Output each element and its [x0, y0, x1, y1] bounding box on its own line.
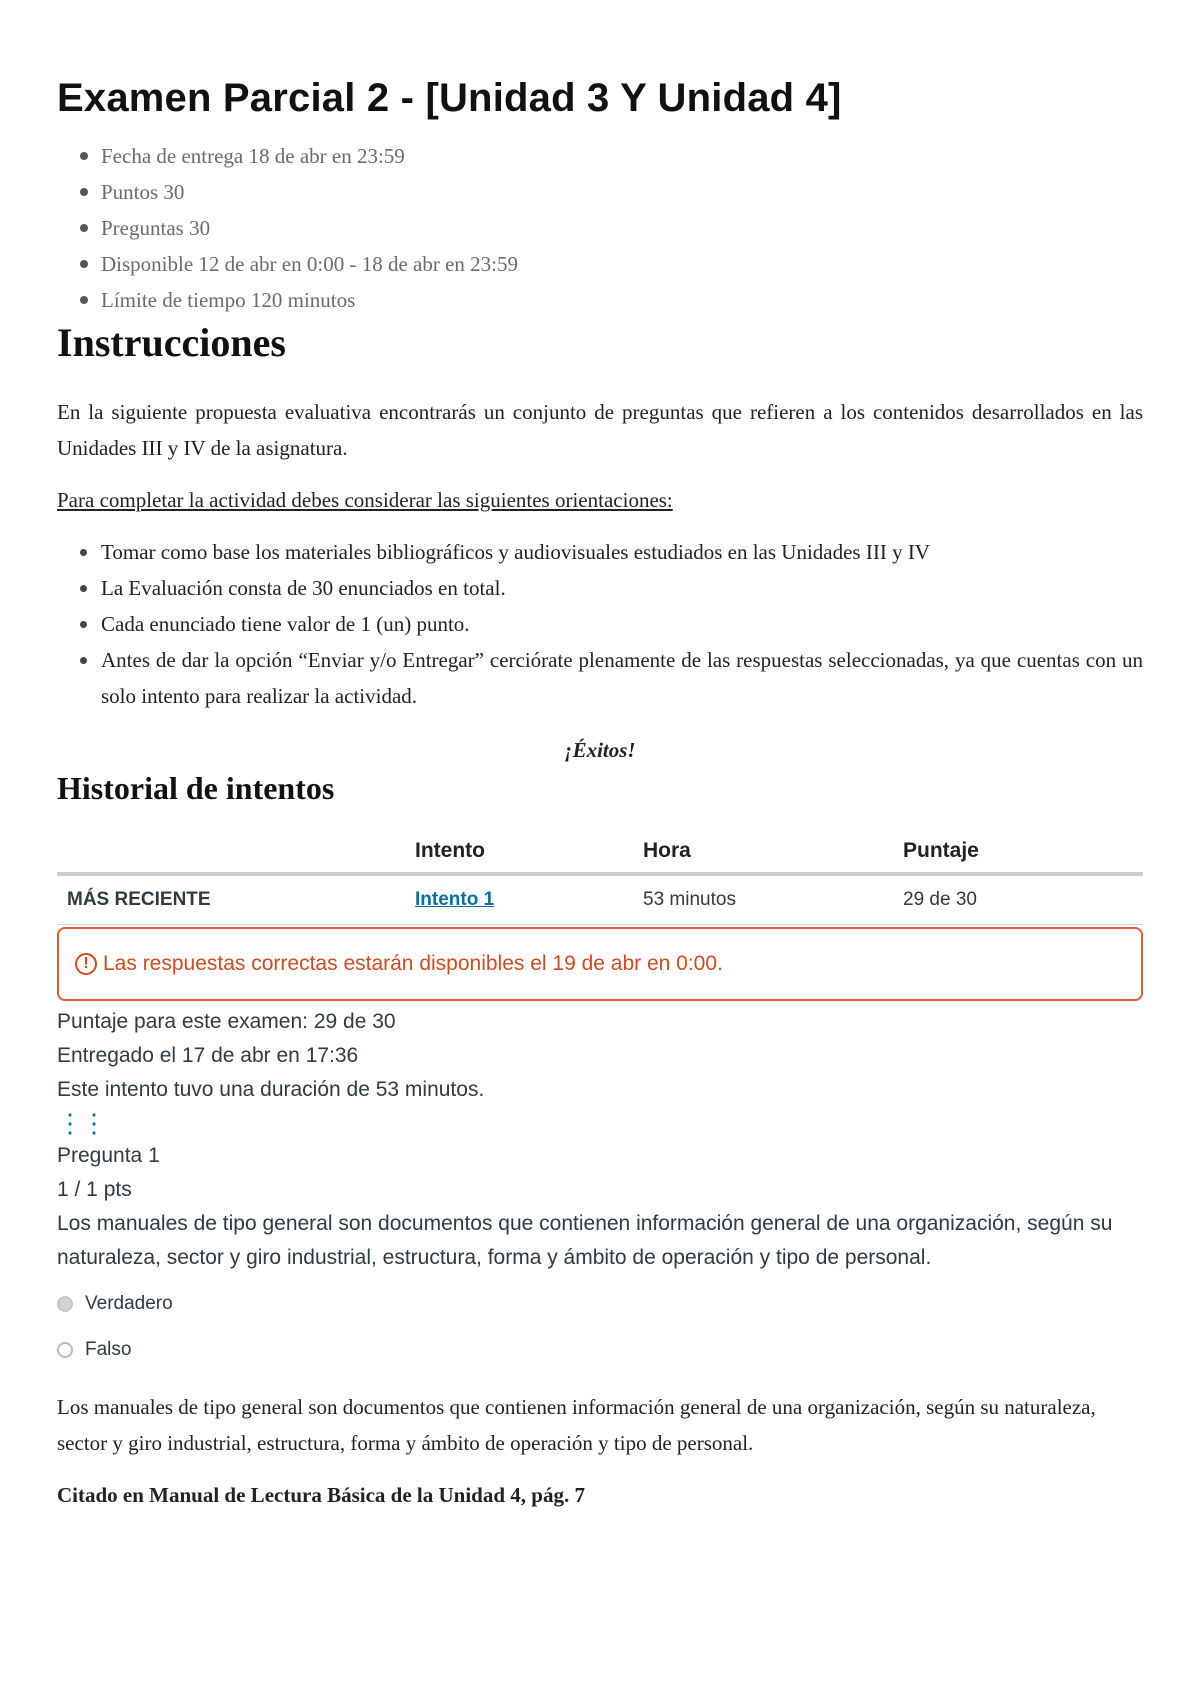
- table-header-row: [57, 830, 1143, 874]
- list-item: Tomar como base los materiales bibliográficos y audiovisuales estudiados en las Unidades III y IV: [101, 534, 1143, 570]
- list-item: La Evaluación consta de 30 enunciados en total.: [101, 570, 1143, 606]
- history-heading: Historial de intentos: [57, 770, 335, 806]
- question-label: Pregunta 1: [57, 1144, 160, 1167]
- col-header-empty: [57, 830, 415, 874]
- closing-message: ¡Éxitos!: [564, 738, 636, 762]
- instructions-intro: En la siguiente propuesta evaluativa encontrarás un conjunto de preguntas que refieren a los contenidos desarrollados en las Unidades III y IV de la asignatura.: [57, 400, 1143, 460]
- orientations-heading: Para completar la actividad debes considerar las siguientes orientaciones:: [57, 488, 673, 512]
- attempts-table: [57, 830, 1143, 925]
- radio-unselected-icon[interactable]: [57, 1342, 73, 1358]
- drag-handle-icon[interactable]: ⋮⋮: [57, 1108, 105, 1138]
- col-header-time: Hora: [643, 830, 903, 874]
- meta-time-limit: Límite de tiempo 120 minutos: [101, 282, 1143, 318]
- exam-meta-list: [57, 138, 1143, 318]
- radio-selected-icon[interactable]: [57, 1296, 73, 1312]
- list-item: Cada enunciado tiene valor de 1 (un) punto.: [101, 606, 1143, 642]
- meta-points: Puntos 30: [101, 174, 1143, 210]
- list-item: Antes de dar la opción “Enviar y/o Entregar” cerciórate plenamente de las respuestas seleccionadas, ya que cuentas con un solo intento para realizar la actividad.: [101, 642, 1143, 714]
- answer-option-true[interactable]: [57, 1281, 1143, 1327]
- col-header-attempt: Intento: [415, 830, 643, 874]
- instructions-heading: Instrucciones: [57, 320, 286, 365]
- answer-label: Verdadero: [85, 1293, 173, 1314]
- meta-due-date: Fecha de entrega 18 de abr en 23:59: [101, 138, 1143, 174]
- attempt-link[interactable]: Intento 1: [415, 889, 495, 910]
- orientations-list: [57, 534, 1143, 714]
- exam-score: Puntaje para este examen: 29 de 30: [57, 1010, 396, 1033]
- answers-availability-alert: [57, 927, 1143, 1001]
- alert-text: Las respuestas correctas estarán disponibles el 19 de abr en 0:00.: [103, 952, 723, 975]
- answer-option-false[interactable]: [57, 1327, 1143, 1373]
- meta-questions: Preguntas 30: [101, 210, 1143, 246]
- attempt-duration: Este intento tuvo una duración de 53 minutos.: [57, 1078, 485, 1101]
- question-text: Los manuales de tipo general son documentos que contienen información general de una organización, según su naturaleza, sector y giro industrial, estructura, forma y ámbito de operación y tipo de personal.: [57, 1212, 1113, 1269]
- warning-icon: !: [75, 953, 97, 975]
- recent-label: MÁS RECIENTE: [57, 874, 415, 925]
- question-points: 1 / 1 pts: [57, 1178, 132, 1201]
- page-title: Examen Parcial 2 - [Unidad 3 Y Unidad 4]: [57, 76, 842, 120]
- col-header-score: Puntaje: [903, 830, 1143, 874]
- time-cell: 53 minutos: [643, 874, 903, 925]
- answer-label: Falso: [85, 1339, 132, 1360]
- answer-feedback: Los manuales de tipo general son documentos que contienen información general de una organización, según su naturaleza, sector y giro industrial, estructura, forma y ámbito de operación y tipo de personal.: [57, 1395, 1096, 1455]
- attempt-cell: [415, 874, 643, 925]
- feedback-citation: Citado en Manual de Lectura Básica de la Unidad 4, pág. 7: [57, 1483, 585, 1507]
- submitted-date: Entregado el 17 de abr en 17:36: [57, 1044, 359, 1067]
- meta-available: Disponible 12 de abr en 0:00 - 18 de abr en 23:59: [101, 246, 1143, 282]
- table-row: [57, 874, 1143, 925]
- answer-list: [57, 1281, 1143, 1373]
- score-cell: 29 de 30: [903, 874, 1143, 925]
